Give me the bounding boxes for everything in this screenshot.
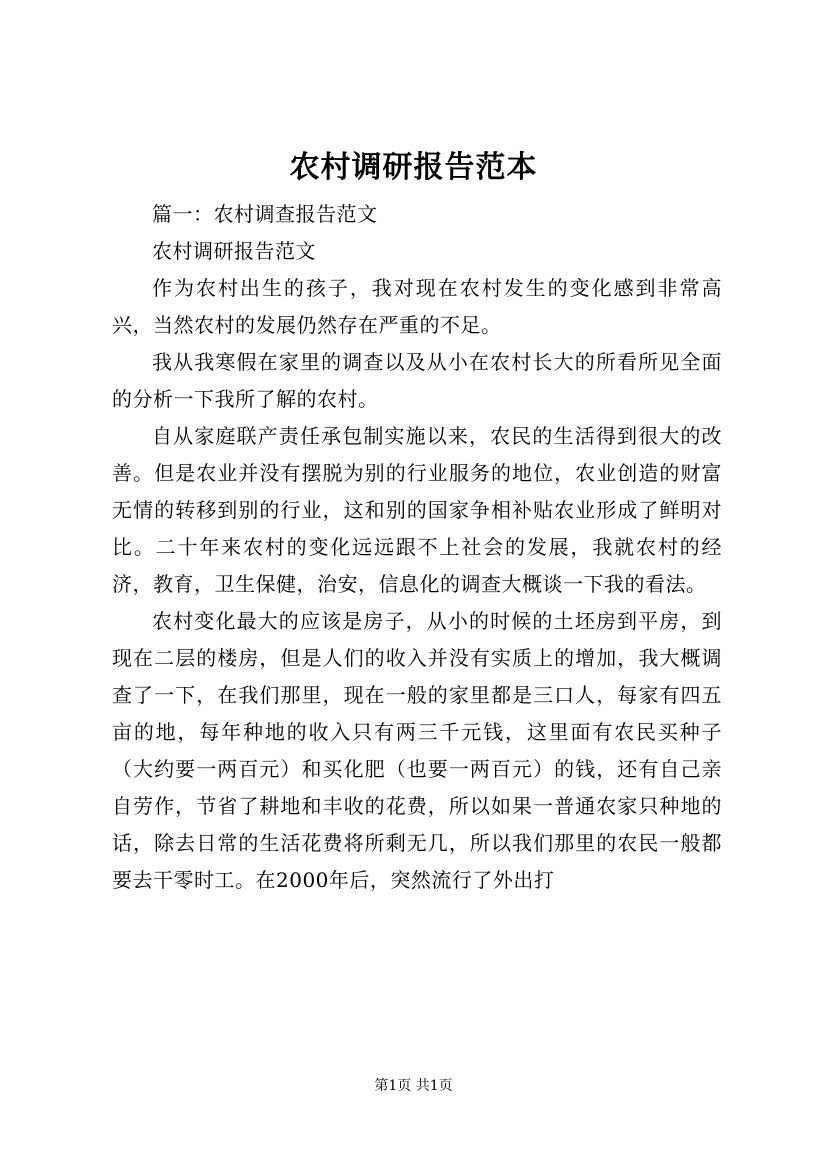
paragraph-intro: 作为农村出生的孩子，我对现在农村发生的变化感到非常高兴，当然农村的发展仍然存在严重的不足。 xyxy=(112,276,722,337)
document-body xyxy=(112,196,722,899)
paragraph-subtitle: 农村调研报告范文 xyxy=(152,239,316,263)
paragraph-section-heading: 篇一：农村调查报告范文 xyxy=(152,202,378,226)
document-title: 农村调研报告范本 xyxy=(289,150,538,185)
paragraph-background: 自从家庭联产责任承包制实施以来，农民的生活得到很大的改善。但是农业并没有摆脱为别的行业服务的地位，农业创造的财富无情的转移到别的行业，这和别的国家争相补贴农业形成了鲜明对比。二十年来农村的变化远远跟不上社会的发展，我就农村的经济，教育，卫生保健，治安，信息化的调查大概谈一下我的看法。 xyxy=(112,424,722,596)
paragraph-method: 我从我寒假在家里的调查以及从小在农村长大的所看所见全面的分析一下我所了解的农村。 xyxy=(112,350,722,411)
page-footer: 第1页 共1页 xyxy=(374,1078,453,1094)
paragraph-housing-income: 农村变化最大的应该是房子，从小的时候的土坯房到平房，到现在二层的楼房，但是人们的收入并没有实质上的增加，我大概调查了一下，在我们那里，现在一般的家里都是三口人，每家有四五亩的地，每年种地的收入只有两三千元钱，这里面有农民买种子（大约要一两百元）和买化肥（也要一两百元）的钱，还有自己亲自劳作，节省了耕地和丰收的花费，所以如果一普通农家只种地的话，除去日常的生活花费将所剩无几，所以我们那里的农民一般都要去干零时工。在2000年后，突然流行了外出打 xyxy=(112,609,722,892)
